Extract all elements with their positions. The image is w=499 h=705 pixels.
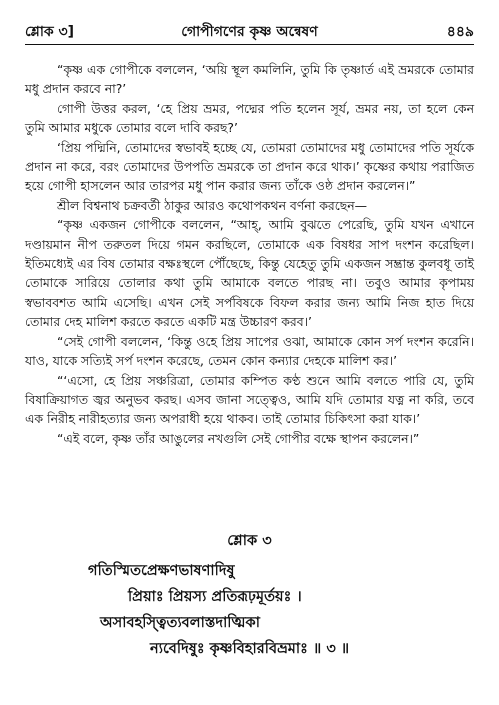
paragraph: ‘প্রিয় পদ্মিনি, তোমাদের স্বভাবই হচ্ছে যে, তোমরা তোমাদের মধু তোমাদের পতি সূর্যকে প্রদান না করে, বরং তোমাদের উপপতি ভ্রমরকে তা প্রদান করে থাক।’ কৃষ্ণের কথায় পরাজিত হয়ে গোপী হাসলেন আর তারপর মধু পান করার জন্য তাঁকে ওষ্ঠ প্রদান করলেন।” bbox=[25, 139, 474, 194]
header-verse-ref: শ্লোক ৩] bbox=[25, 24, 75, 40]
verse-line: ন্যবেদিষুঃ কৃষ্ণবিহারবিভ্রমাঃ ॥ ৩ ॥ bbox=[150, 640, 350, 657]
paragraph: “কৃষ্ণ এক গোপীকে বললেন, ‘অয়ি স্থূল কমলিনি, তুমি কি তৃষ্ণার্ত এই ভ্রমরকে তোমার মধু প্রদান করবে না?’ bbox=[25, 62, 474, 97]
verse-line: অসাবহস্ত্বিত্যবলাস্তদাত্মিকা bbox=[100, 614, 260, 631]
paragraph: “‘এসো, হে প্রিয় সঞ্চরিত্রা, তোমার কম্পিত কণ্ঠ শুনে আমি বলতে পারি যে, তুমি বিষাক্রিয়াগত জ্বর অনুভব করছ। এসব জানা সত্ত্বেও, আমি যদি তোমার যত্ন না করি, তবে এক নিরীহ নারীহত্যার জন্য অপরাধী হয়ে থাকব। তাই তোমার চিকিৎসা করা যাক।’ bbox=[25, 372, 474, 427]
header-rule bbox=[25, 44, 474, 45]
verse-title: শ্লোক ৩ bbox=[227, 532, 272, 549]
purport-text bbox=[25, 60, 474, 448]
paragraph: “সেই গোপী বললেন, ‘কিন্তু ওহে প্রিয় সাপের ওঝা, আমাকে কোন সর্প দংশন করেনি। যাও, যাকে সত্যিই সর্প দংশন করেছে, তেমন কোন কন্যার দেহকে মালিশ কর।’ bbox=[25, 333, 474, 369]
page-number: ৪৪৯ bbox=[446, 24, 474, 40]
header-chapter-title: গোপীগণের কৃষ্ণ অন্বেষণ bbox=[181, 24, 318, 40]
paragraph: “এই বলে, কৃষ্ণ তাঁর আঙুলের নখগুলি সেই গোপীর বক্ষে স্থাপন করলেন।” bbox=[57, 430, 420, 446]
running-header bbox=[25, 20, 474, 44]
paragraph: শ্রীল বিশ্বনাথ চক্রবর্তী ঠাকুর আরও কথোপকথন বর্ণনা করছেন— bbox=[57, 197, 367, 213]
verse-line: গতিস্মিতপ্রেক্ষণভাষণাদিষু bbox=[88, 562, 235, 579]
paragraph: “কৃষ্ণ একজন গোপীকে বললেন, “আহ্, আমি বুঝতে পেরেছি, তুমি যখন এখানে দণ্ডায়মান নীপ তরুতল দিয়ে গমন করছিলে, তোমাকে এক বিষধর সাপ দংশন করেছিল। ইতিমধ্যেই এর বিষ তোমার বক্ষঃস্থলে পৌঁছেছে, কিন্তু যেহেতু তুমি একজন সম্ভ্রান্ত কুলবধূ তাই তোমাকে সারিয়ে তোলার কথা তুমি আমাকে বলতে পারছ না। তবুও আমার কৃপাময় স্বভাববশত আমি এসেছি। এখন সেই সর্পবিষকে বিফল করার জন্য আমি নিজ হাত দিয়ে তোমার দেহ মালিশ করতে করতে একটি মন্ত্র উচ্চারণ করব।’ bbox=[25, 217, 474, 330]
sanskrit-verse bbox=[0, 530, 499, 662]
paragraph: গোপী উত্তর করল, ‘হে প্রিয় ভ্রমর, পদ্মের পতি হলেন সূর্য, ভ্রমর নয়, তা হলে কেন তুমি আমার মধুকে তোমার বলে দাবি করছ?’ bbox=[25, 100, 474, 136]
verse-line: প্রিয়াঃ প্রিয়স্য প্রতিরূঢ়মূর্তয়ঃ । bbox=[128, 588, 302, 605]
